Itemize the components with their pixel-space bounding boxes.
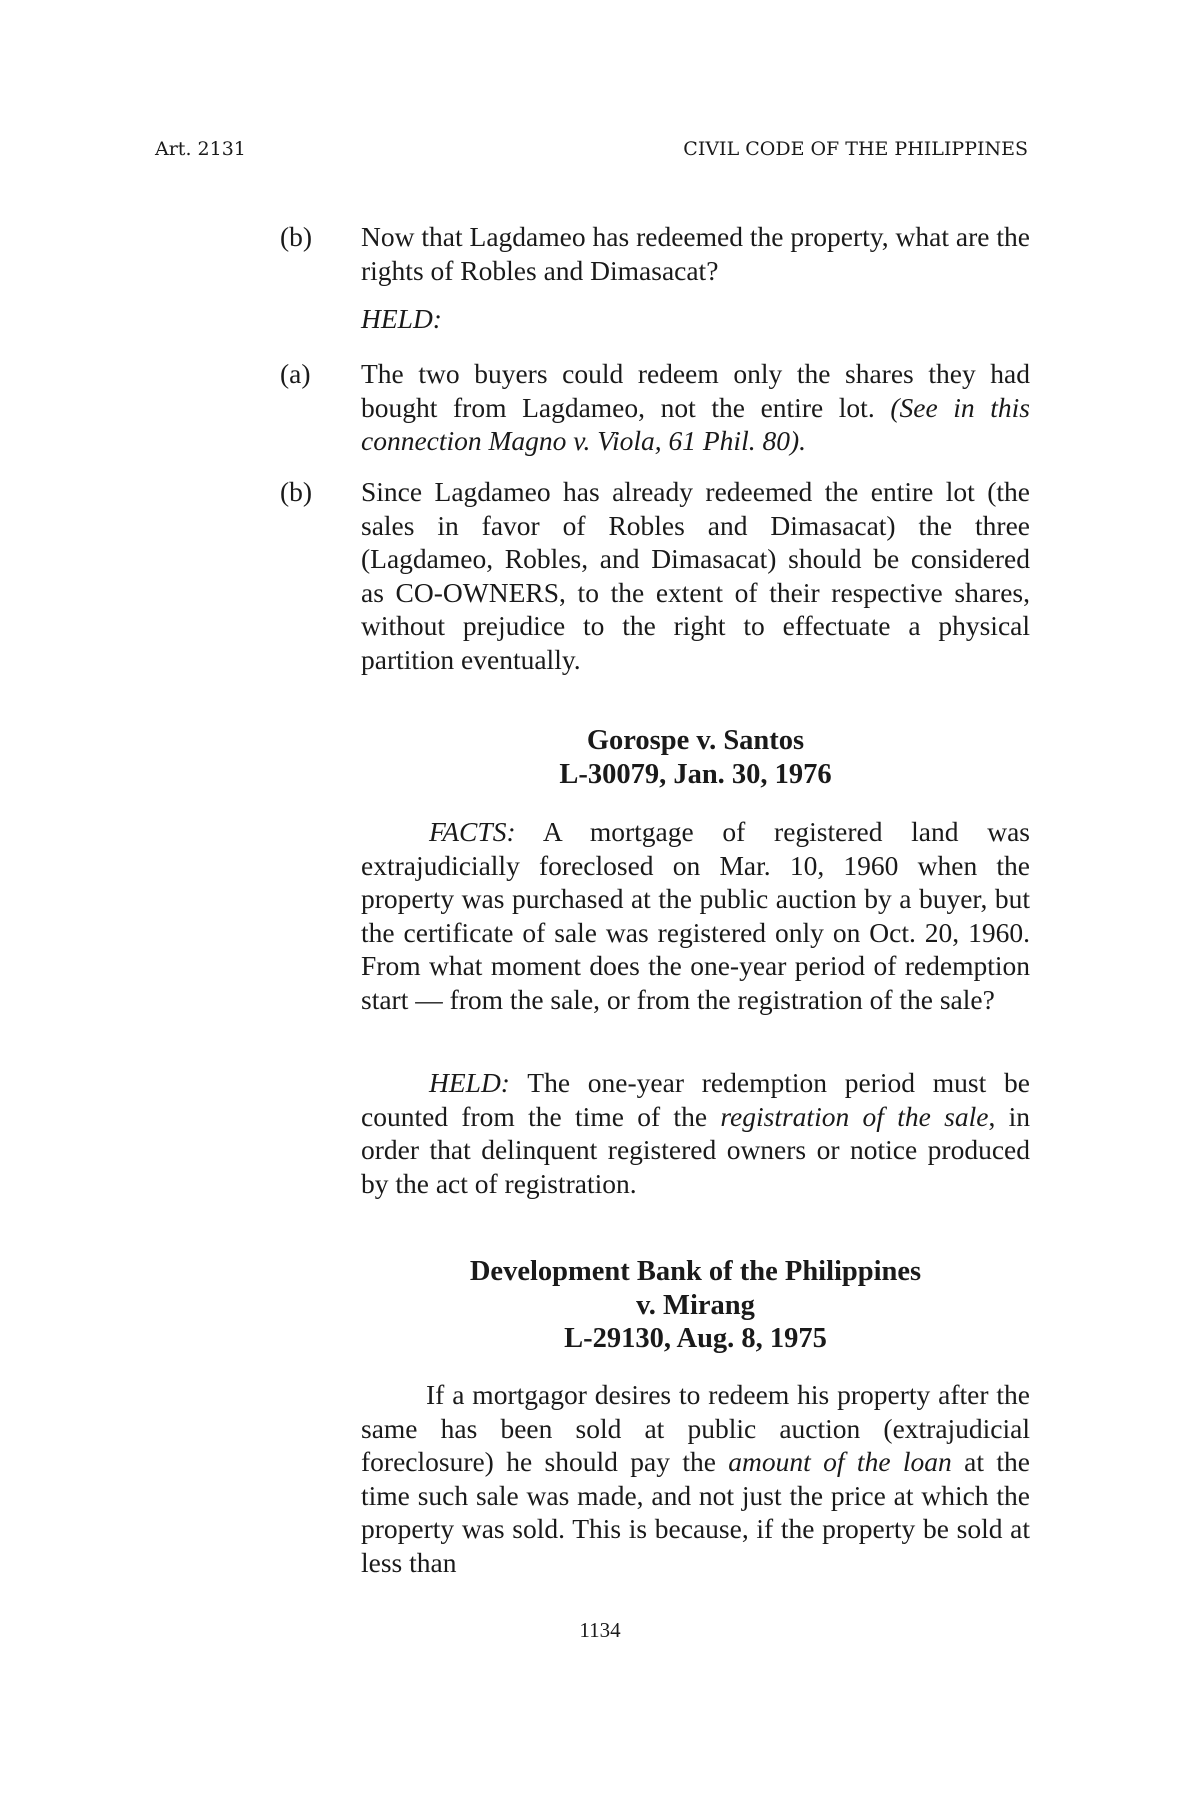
case-title: Gorospe v. Santos <box>586 725 805 756</box>
held-label: HELD: <box>361 303 442 334</box>
facts-text: A mortgage of registered land was extrajudicially foreclosed on Mar. 10, 1960 when the property was purchased at the public auction by a buyer, but the certificate of sale was registered only on Oct. 20, 1960. From what moment does the one-year period of redemption start — from the sale, or from the registration of the sale? <box>361 816 1030 1015</box>
case-docket: L-30079, Jan. 30, 1976 <box>559 758 832 790</box>
case-docket: L-29130, Aug. 8, 1975 <box>564 1323 827 1355</box>
held-emphasis: registration of the sale <box>720 1100 989 1132</box>
case-title: Development Bank of the Philippines <box>469 1256 922 1287</box>
item-text: Since Lagdameo has already redeemed the entire lot (the sales in favor of Robles and Dimasacat) the three (Lagdameo, Robles, and Dimasacat) should be considered as CO-OWNERS, to the extent of their respective shares, without prejudice to the right to effectuate a physical partition eventually. <box>361 476 1030 675</box>
article-number: Art. 2131 <box>155 138 246 160</box>
item-label: (b) <box>280 221 313 252</box>
case-heading <box>361 1255 1030 1356</box>
page-number: 1134 <box>579 1618 621 1642</box>
held-label: HELD: <box>429 1067 510 1098</box>
item-label: (a) <box>280 358 311 389</box>
case-text: If a mortgagor desires to redeem his property after the same has been sold at public auction (extrajudicial foreclosure) he should pay the <box>361 1379 1030 1478</box>
held-text: The one-year redemption period must be counted from the time of the <box>361 1067 1030 1132</box>
item-text: Now that Lagdameo has redeemed the property, what are the rights of Robles and Dimasacat? <box>361 221 1030 286</box>
item-text <box>361 357 1030 458</box>
case-emphasis: amount of the loan <box>728 1446 952 1478</box>
held-text: , in order that delinquent registered owners or notice produced by the act of registration. <box>361 1100 1031 1199</box>
facts-label: FACTS: <box>429 816 516 847</box>
held-paragraph <box>361 1066 1030 1200</box>
case-heading <box>361 724 1030 791</box>
item-label: (b) <box>280 476 313 507</box>
case-text: at the time such sale was made, and not just the price at which the property was sold. This is because, if the property be sold at less than <box>361 1446 1030 1578</box>
running-header <box>155 138 1028 164</box>
citation: (See in this connection Magno v. Viola, 61 Phil. 80). <box>361 391 1030 457</box>
case-paragraph <box>361 1378 1030 1580</box>
facts-paragraph <box>361 815 1030 1017</box>
book-title: CIVIL CODE OF THE PHILIPPINES <box>683 138 1028 160</box>
case-title: v. Mirang <box>636 1289 755 1321</box>
answer-a-text: The two buyers could redeem only the shares they had bought from Lagdameo, not the entire lot. <box>361 358 1030 423</box>
